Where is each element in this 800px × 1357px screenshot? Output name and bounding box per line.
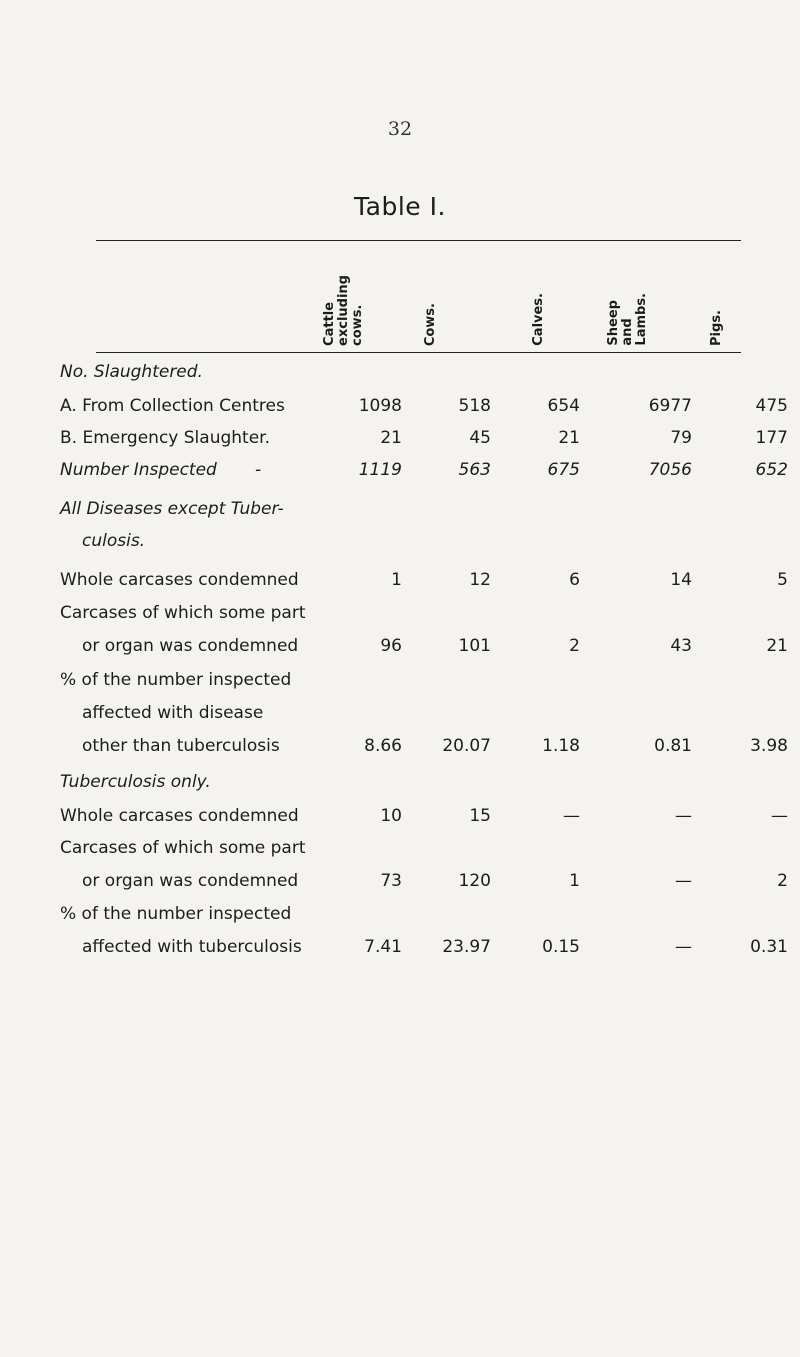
cell-sheep: —	[675, 871, 692, 891]
row-label: Number Inspected -	[60, 460, 217, 480]
cell-pigs: 475	[755, 396, 788, 416]
table-row	[0, 736, 800, 766]
cell-calves: 21	[558, 428, 580, 448]
column-header-sheep: Sheep and Lambs.	[606, 293, 649, 346]
column-header-pigs: Pigs.	[709, 310, 724, 346]
cell-pigs: 652	[755, 460, 788, 480]
table-row	[0, 396, 800, 426]
cell-cows: 15	[469, 806, 491, 826]
cell-sheep: —	[675, 806, 692, 826]
row-label-cont: affected with disease	[82, 703, 264, 723]
cell-pigs: 0.31	[750, 937, 788, 957]
cell-calves: 0.15	[542, 937, 580, 957]
section-heading	[0, 772, 800, 802]
cell-pigs: 177	[755, 428, 788, 448]
table-title: Table I.	[354, 192, 446, 221]
section-heading	[0, 362, 800, 392]
row-label: Whole carcases condemned	[60, 570, 299, 590]
cell-pigs: 2	[777, 871, 788, 891]
table-row-line1	[0, 838, 800, 868]
cell-pigs: —	[771, 806, 788, 826]
cell-sheep: 6977	[648, 396, 692, 416]
row-label: B. Emergency Slaughter.	[60, 428, 270, 448]
row-label-cont: other than tuberculosis	[82, 736, 280, 756]
cell-cows: 518	[458, 396, 491, 416]
cell-calves: 6	[569, 570, 580, 590]
table-row-line1	[0, 670, 800, 700]
table-row	[0, 806, 800, 836]
cell-cattle: 21	[380, 428, 402, 448]
column-header-cows: Cows.	[423, 302, 438, 346]
row-label-cont: affected with tuberculosis	[82, 937, 302, 957]
table-row	[0, 871, 800, 901]
section-heading-cont	[0, 531, 800, 561]
cell-calves: 1	[569, 871, 580, 891]
cell-pigs: 3.98	[750, 736, 788, 756]
top-rule	[96, 240, 741, 241]
section-tb-label: Tuberculosis only.	[60, 772, 211, 792]
cell-cows: 120	[458, 871, 491, 891]
cell-calves: —	[563, 806, 580, 826]
cell-sheep: 7056	[648, 460, 692, 480]
cell-sheep: 14	[670, 570, 692, 590]
table-row	[0, 937, 800, 967]
cell-cattle: 1119	[358, 460, 402, 480]
row-label-cont: or organ was condemned	[82, 871, 299, 891]
column-header-calves: Calves.	[531, 293, 546, 346]
section-slaughtered-label: No. Slaughtered.	[60, 362, 203, 382]
cell-cattle: 7.41	[364, 937, 402, 957]
table-row-line1	[0, 603, 800, 633]
cell-cattle: 1098	[358, 396, 402, 416]
cell-calves: 2	[569, 636, 580, 656]
cell-calves: 1.18	[542, 736, 580, 756]
cell-calves: 675	[547, 460, 580, 480]
cell-cows: 101	[458, 636, 491, 656]
row-label: % of the number inspected	[60, 670, 292, 690]
cell-cattle: 10	[380, 806, 402, 826]
section-heading	[0, 499, 800, 529]
column-header-cattle: Cattle excluding cows.	[322, 275, 365, 346]
table-row	[0, 428, 800, 458]
row-label: Whole carcases condemned	[60, 806, 299, 826]
cell-cattle: 96	[380, 636, 402, 656]
section-all-diseases-label-cont: culosis.	[82, 531, 146, 551]
row-label-cont: or organ was condemned	[82, 636, 299, 656]
row-label: A. From Collection Centres	[60, 396, 285, 416]
row-label: Carcases of which some part	[60, 603, 306, 623]
cell-cattle: 8.66	[364, 736, 402, 756]
cell-sheep: 79	[670, 428, 692, 448]
cell-cows: 563	[458, 460, 491, 480]
table-row	[0, 570, 800, 600]
cell-cows: 20.07	[442, 736, 491, 756]
cell-cows: 23.97	[442, 937, 491, 957]
table-row	[0, 460, 800, 490]
cell-cattle: 73	[380, 871, 402, 891]
cell-sheep: 43	[670, 636, 692, 656]
cell-sheep: 0.81	[654, 736, 692, 756]
cell-pigs: 5	[777, 570, 788, 590]
table-row-line1	[0, 904, 800, 934]
section-all-diseases-label: All Diseases except Tuber-	[60, 499, 284, 519]
table-row	[0, 636, 800, 666]
table-row-line2	[0, 703, 800, 733]
row-label: % of the number inspected	[60, 904, 292, 924]
cell-calves: 654	[547, 396, 580, 416]
cell-cows: 45	[469, 428, 491, 448]
page-number: 32	[387, 118, 413, 140]
header-rule	[96, 352, 741, 353]
row-label: Carcases of which some part	[60, 838, 306, 858]
cell-sheep: —	[675, 937, 692, 957]
cell-cattle: 1	[391, 570, 402, 590]
cell-pigs: 21	[766, 636, 788, 656]
cell-cows: 12	[469, 570, 491, 590]
